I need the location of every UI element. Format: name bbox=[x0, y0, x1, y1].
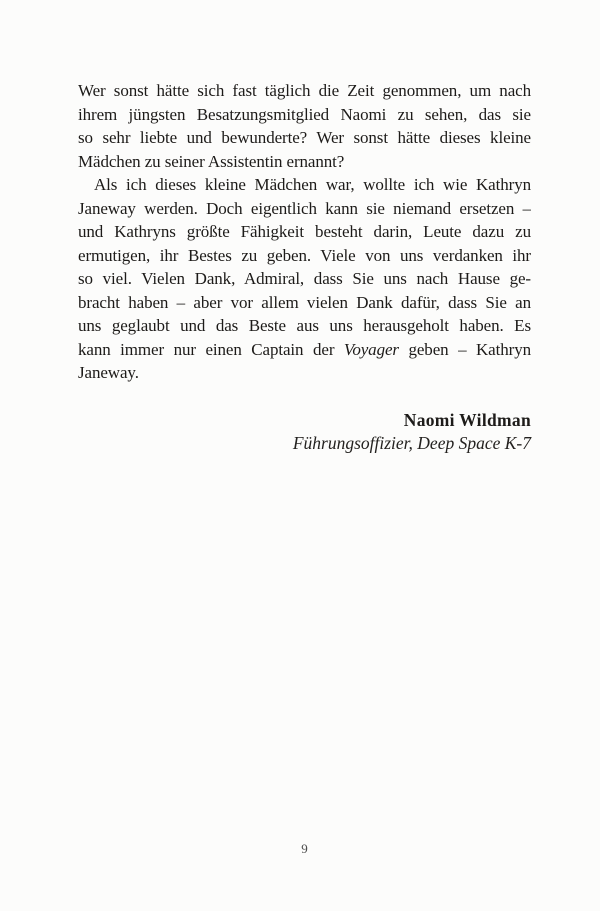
text-line: Wer sonst hätte sich fast täglich die Zeit genommen, um nach bbox=[78, 81, 531, 100]
text-line: so sehr liebte und bewunderte? Wer sonst hätte dieses kleine bbox=[78, 128, 531, 147]
text-line: kann immer nur einen Captain der Voyager geben – Kathryn bbox=[78, 339, 531, 359]
paragraphs-container bbox=[78, 79, 531, 385]
body-text bbox=[78, 79, 531, 454]
text-line: Janeway. bbox=[78, 363, 139, 382]
signature-block bbox=[78, 409, 531, 454]
text-line: Mädchen zu seiner Assistentin ernannt? bbox=[78, 151, 345, 171]
text-line: Als ich dieses kleine Mädchen war, wollte ich wie Kathryn bbox=[94, 175, 531, 194]
page-number: 9 bbox=[301, 841, 308, 856]
text-line: ermutigen, ihr Bestes zu geben. Viele von uns verdanken ihr bbox=[78, 245, 531, 265]
paragraph bbox=[78, 173, 531, 385]
text-line: ihrem jüngsten Besatzungsmitglied Naomi zu sehen, das sie bbox=[78, 104, 531, 124]
text-line: so viel. Vielen Dank, Admiral, dass Sie uns nach Hause ge- bbox=[78, 269, 531, 288]
paragraph bbox=[78, 79, 531, 173]
text-line: und Kathryns größte Fähigkeit besteht darin, Leute dazu zu bbox=[78, 222, 531, 241]
text-line: uns geglaubt und das Beste aus uns herausgeholt haben. Es bbox=[78, 316, 531, 335]
text-line: bracht haben – aber vor allem vielen Dank dafür, dass Sie an bbox=[78, 292, 531, 312]
signature-name: Naomi Wildman bbox=[403, 409, 531, 430]
signature-title: Führungsoffizier, Deep Space K-7 bbox=[292, 432, 531, 453]
text-line: Janeway werden. Doch eigentlich kann sie niemand ersetzen – bbox=[78, 198, 531, 218]
